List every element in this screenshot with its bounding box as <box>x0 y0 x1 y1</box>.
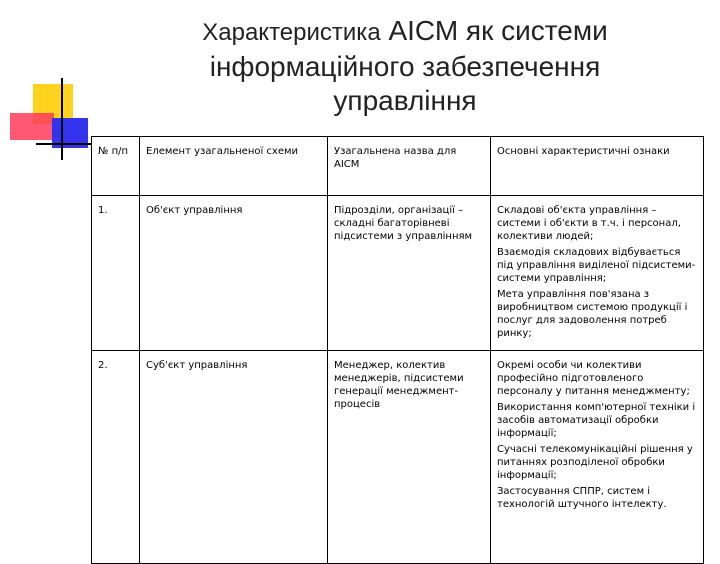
header-cell: № п/п <box>92 137 140 196</box>
feature-item: Використання комп'ютерної техніки і засобів автоматизації обробки інформації; <box>497 402 696 439</box>
characteristics-table <box>91 136 704 564</box>
table-row <box>92 196 704 351</box>
title-line3: управління <box>333 85 477 116</box>
red-square <box>10 113 54 140</box>
title-prefix: Характеристика <box>202 19 381 46</box>
feature-item: Окремі особи чи колективи професійно підготовленого персоналу у питання менеджменту; <box>497 360 690 397</box>
horizontal-line <box>36 143 92 145</box>
row-name: Підрозділи, організації – складні багаторівневі підсистеми з управлінням <box>328 196 491 351</box>
feature-item: Складові об'єкта управління – системи і об'єкти в т.ч. і персонал, колективи людей; <box>497 205 681 242</box>
page-title <box>110 14 700 118</box>
row-number: 1. <box>92 196 140 351</box>
feature-item: Мета управління пов'язана з виробництвом системою продукції і послуг для задоволення потреб ринку; <box>497 289 688 339</box>
title-line2: інформаційного забезпечення <box>209 51 601 82</box>
title-line1: АІСМ як системи <box>388 15 608 46</box>
header-cell: Основні характеристичні ознаки <box>491 137 704 196</box>
row-element: Суб'єкт управління <box>140 351 328 564</box>
decorative-logo <box>0 0 100 160</box>
header-cell: Узагальнена назва для АІСМ <box>328 137 491 196</box>
row-features <box>491 351 704 564</box>
table-row <box>92 351 704 564</box>
feature-item: Взаємодія складових відбувається під управління виділеної підсистеми- системи управління; <box>497 247 696 284</box>
row-name: Менеджер, колектив менеджерів, підсистеми генерації менеджмент-процесів <box>328 351 491 564</box>
row-features <box>491 196 704 351</box>
vertical-line <box>61 78 63 160</box>
row-number: 2. <box>92 351 140 564</box>
table-header-row <box>92 137 704 196</box>
row-element: Об'єкт управління <box>140 196 328 351</box>
feature-item: Застосування СППР, систем і технологій штучного інтелекту. <box>497 486 667 510</box>
feature-item: Сучасні телекомунікаційні рішення у питаннях розподіленої обробки інформації; <box>497 444 693 481</box>
header-cell: Елемент узагальненої схеми <box>140 137 328 196</box>
